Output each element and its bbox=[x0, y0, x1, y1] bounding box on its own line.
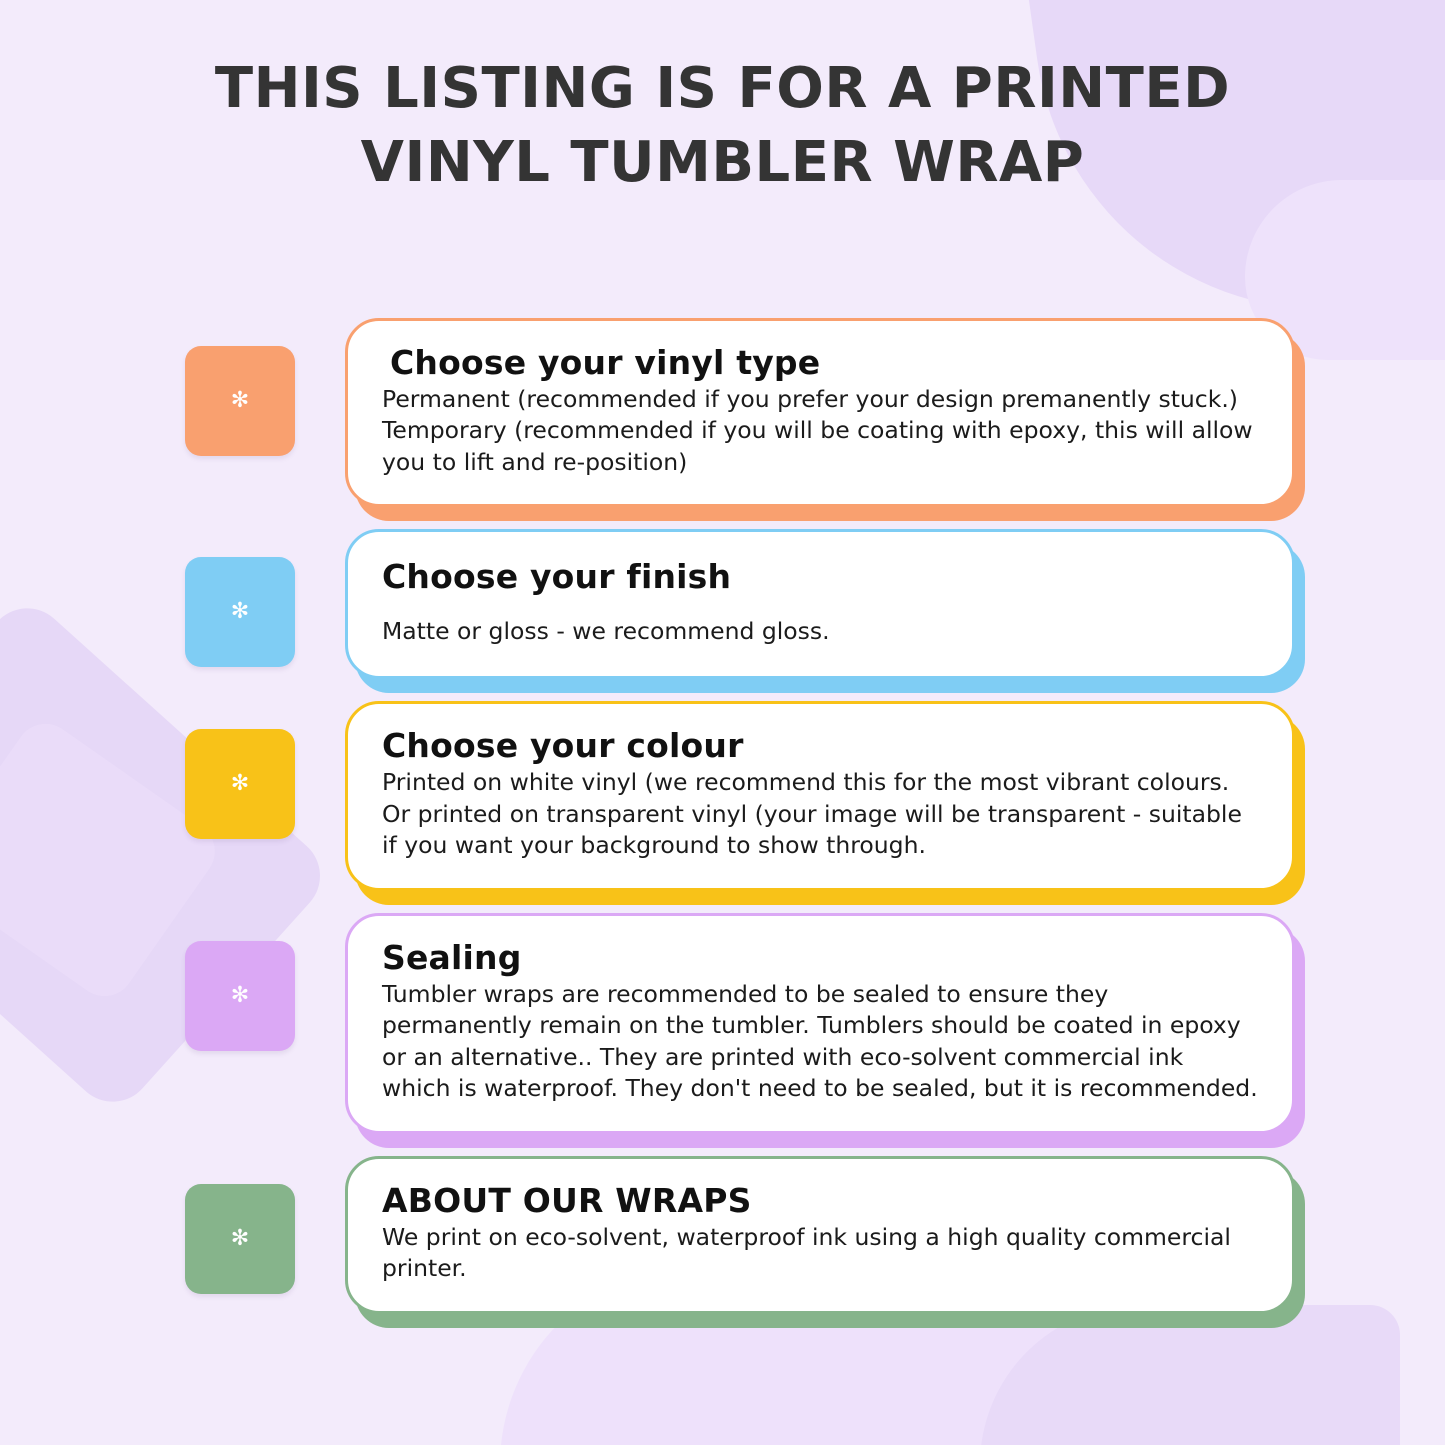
card-body-about-our-wraps: We print on eco-solvent, waterproof ink using a high quality commercial printer. bbox=[382, 1222, 1231, 1283]
card-body-colour: Printed on white vinyl (we recommend this for the most vibrant colours. Or printed on transparent vinyl (your image will be transparent - suitable if you want your background to show through. bbox=[382, 768, 1242, 860]
card-heading-sealing: Sealing bbox=[382, 937, 522, 977]
card-sealing bbox=[345, 913, 1295, 1134]
badge-finish bbox=[185, 557, 295, 667]
asterisk-icon: ✻ bbox=[230, 982, 250, 1008]
card-finish bbox=[345, 529, 1295, 679]
asterisk-icon: ✻ bbox=[230, 599, 250, 625]
list-item-finish bbox=[185, 529, 1295, 679]
badge-about-our-wraps bbox=[185, 1184, 295, 1294]
list-item-sealing bbox=[185, 913, 1295, 1134]
card-heading-vinyl-type: Choose your vinyl type bbox=[390, 342, 821, 382]
card-colour bbox=[345, 701, 1295, 890]
page-title: THIS LISTING IS FOR A PRINTED VINYL TUMBLER WRAP bbox=[214, 56, 1231, 195]
card-body-finish: Matte or gloss - we recommend gloss. bbox=[382, 617, 830, 646]
list-item-about-our-wraps bbox=[185, 1156, 1295, 1314]
card-heading-colour: Choose your colour bbox=[382, 726, 744, 766]
card-list bbox=[0, 318, 1445, 1314]
card-body-vinyl-type: Permanent (recommended if you prefer your design premanently stuck.) Temporary (recommended if you will be coating with epoxy, this will allow you to lift and re-position) bbox=[382, 384, 1253, 476]
badge-sealing bbox=[185, 941, 295, 1051]
card-body-sealing: Tumbler wraps are recommended to be sealed to ensure they permanently remain on the tumbler. Tumblers should be coated in epoxy or an alternative.. They are printed with eco-solvent commercial ink which is waterproof. They don't need to be sealed, but it is recommended. bbox=[382, 979, 1258, 1103]
badge-colour bbox=[185, 729, 295, 839]
card-heading-finish: Choose your finish bbox=[382, 557, 732, 597]
card-vinyl-type bbox=[345, 318, 1295, 507]
badge-vinyl-type bbox=[185, 346, 295, 456]
list-item-colour bbox=[185, 701, 1295, 890]
asterisk-icon: ✻ bbox=[230, 771, 250, 797]
card-heading-about-our-wraps: ABOUT OUR WRAPS bbox=[382, 1180, 752, 1220]
list-item-vinyl-type bbox=[185, 318, 1295, 507]
asterisk-icon: ✻ bbox=[230, 387, 250, 413]
asterisk-icon: ✻ bbox=[230, 1225, 250, 1251]
card-about-our-wraps bbox=[345, 1156, 1295, 1314]
